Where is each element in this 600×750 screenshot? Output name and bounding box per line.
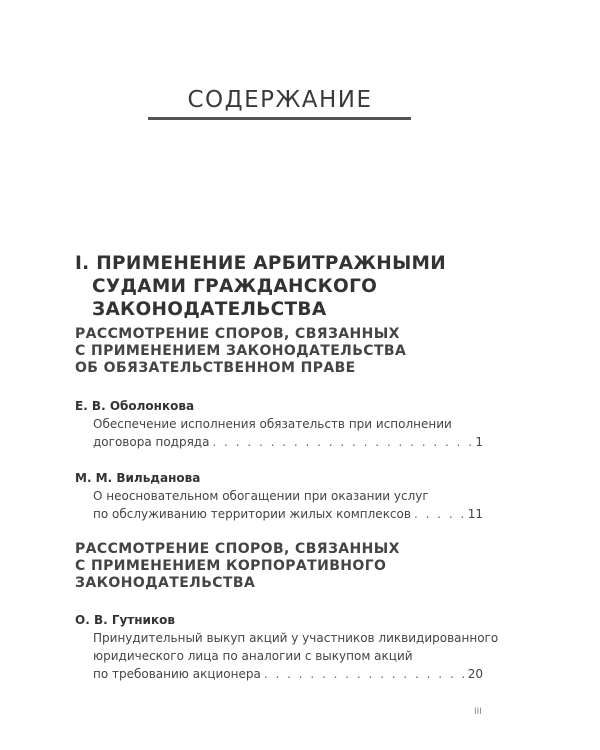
entry-page-number: 20 bbox=[467, 667, 483, 681]
section-heading-line: ОБ ОБЯЗАТЕЛЬСТВЕННОМ ПРАВЕ bbox=[75, 360, 356, 376]
section-heading-line: ЗАКОНОДАТЕЛЬСТВА bbox=[75, 575, 256, 591]
leader-dots bbox=[212, 433, 472, 451]
entry-author: О. В. Гутников bbox=[75, 613, 175, 627]
section-heading-line: РАССМОТРЕНИЕ СПОРОВ, СВЯЗАННЫХ bbox=[75, 541, 400, 557]
entry-title-line: юридического лица по аналогии с выкупом акций bbox=[93, 649, 413, 663]
entry-title-line: Обеспечение исполнения обязательств при исполнении bbox=[93, 417, 452, 431]
part-title-line: ПРИМЕНЕНИЕ АРБИТРАЖНЫМИ bbox=[96, 253, 447, 274]
section-heading-line: С ПРИМЕНЕНИЕМ ЗАКОНОДАТЕЛЬСТВА bbox=[75, 343, 407, 359]
entry-title-line: по обслуживанию территории жилых комплексов bbox=[93, 507, 411, 521]
section-heading-line: РАССМОТРЕНИЕ СПОРОВ, СВЯЗАННЫХ bbox=[75, 326, 400, 342]
leader-dots bbox=[264, 665, 465, 683]
entry-title-line: по требованию акционера bbox=[93, 667, 261, 681]
entry-page-number: 11 bbox=[467, 507, 483, 521]
entry-author: М. М. Вильданова bbox=[75, 471, 201, 485]
title-underline bbox=[148, 117, 411, 120]
toc-entry[interactable] bbox=[93, 415, 483, 451]
entry-page-number: 1 bbox=[475, 435, 483, 449]
part-title-line: ЗАКОНОДАТЕЛЬСТВА bbox=[92, 299, 327, 320]
entry-title-line: Принудительный выкуп акций у участников ликвидированного bbox=[93, 631, 499, 645]
leader-dots bbox=[414, 505, 465, 523]
toc-entry[interactable] bbox=[93, 487, 483, 523]
page-title: СОДЕРЖАНИЕ bbox=[187, 87, 373, 113]
entry-author: Е. В. Оболонкова bbox=[75, 399, 195, 413]
toc-entry[interactable] bbox=[93, 629, 499, 683]
page-folio: III bbox=[474, 707, 482, 717]
section-heading bbox=[75, 541, 400, 592]
entry-title-line: договора подряда bbox=[93, 435, 210, 449]
section-heading bbox=[75, 326, 406, 377]
entry-title-line: О неосновательном обогащении при оказании услуг bbox=[93, 489, 429, 503]
part-number: I. bbox=[75, 253, 90, 274]
section-heading-line: С ПРИМЕНЕНИЕМ КОРПОРАТИВНОГО bbox=[75, 558, 387, 574]
part-heading bbox=[75, 252, 446, 321]
part-title-line: СУДАМИ ГРАЖДАНСКОГО bbox=[92, 276, 378, 297]
